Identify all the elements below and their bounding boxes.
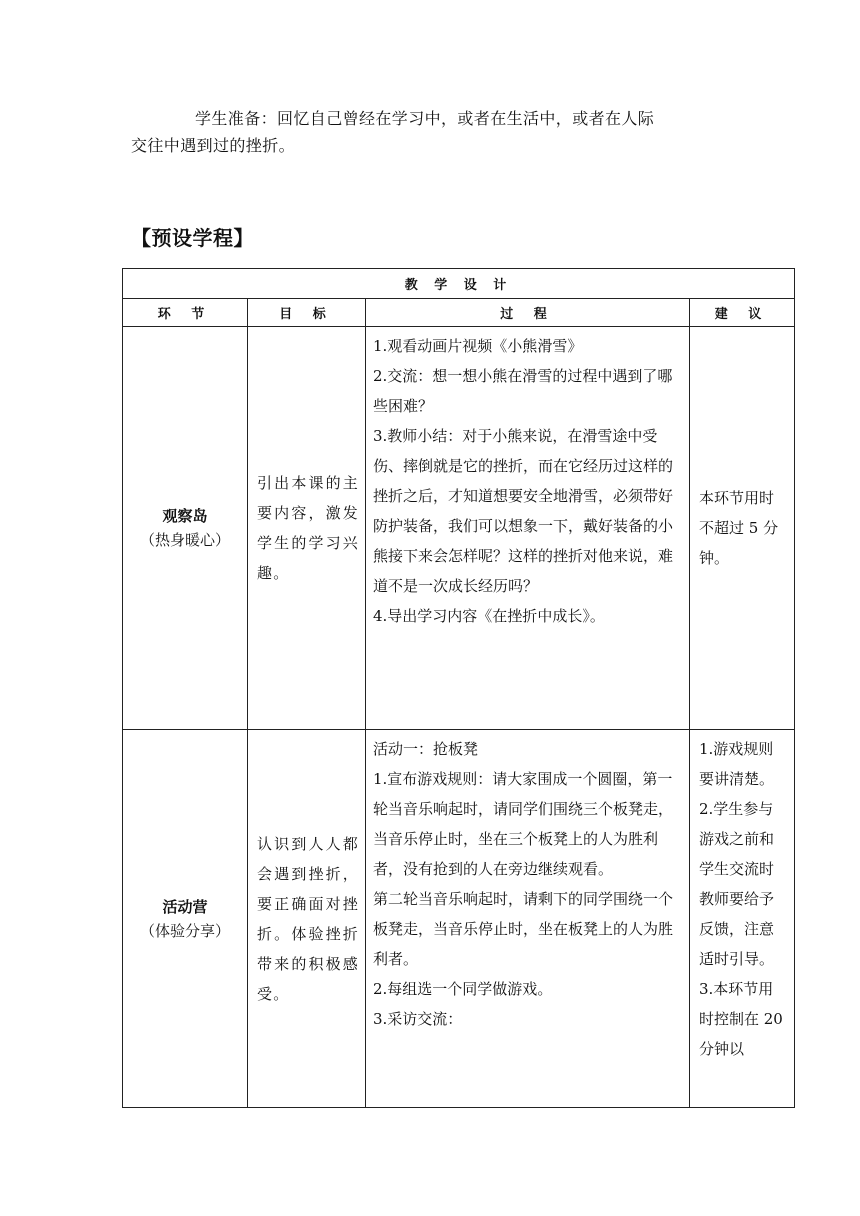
header-suggestion: 建 议 <box>690 299 795 327</box>
suggestion-cell <box>690 327 795 730</box>
table-row <box>123 327 795 730</box>
section-cell <box>123 730 248 1108</box>
process-cell <box>366 730 690 1108</box>
table-row <box>123 730 795 1108</box>
process-step: 3.教师小结：对于小熊来说，在滑雪途中受伤、摔倒就是它的挫折，而在它经历过这样的挫折之后，才知道想要安全地滑雪，必须带好防护装备，我们可以想象一下，戴好装备的小熊接下来会怎样呢？这样的挫折对他来说，难道不是一次成长经历吗？ <box>373 427 674 595</box>
header-section: 环 节 <box>123 299 248 327</box>
table-title: 教 学 设 计 <box>123 269 795 299</box>
section-heading: 【预设学程】 <box>131 226 254 250</box>
suggestion-item: 2.学生参与游戏之前和学生交流时教师要给予反馈，注意适时引导。 <box>699 800 775 968</box>
process-step: 第二轮当音乐响起时，请剩下的同学围绕一个板凳走，当音乐停止时，坐在板凳上的人为胜利者。 <box>373 890 674 968</box>
process-step: 2.交流：想一想小熊在滑雪的过程中遇到了哪些困难？ <box>373 367 673 415</box>
suggestion-item: 3.本环节用时控制在 20 分钟以 <box>699 980 783 1058</box>
header-goal: 目 标 <box>248 299 366 327</box>
student-preparation-paragraph <box>131 105 691 159</box>
intro-line-1: 学生准备：回忆自己曾经在学习中，或者在生活中，或者在人际 <box>195 109 655 128</box>
teaching-design-table <box>122 268 795 1108</box>
intro-line-2: 交往中遇到过的挫折。 <box>131 136 296 155</box>
goal-cell: 认识到人人都会遇到挫折，要正确面对挫折。体验挫折带来的积极感受。 <box>248 730 366 1108</box>
process-step: 活动一：抢板凳 <box>373 740 479 758</box>
table-header-row <box>123 299 795 327</box>
suggestion-item: 1.游戏规则要讲清楚。 <box>699 740 775 788</box>
section-name: 观察岛 <box>162 507 208 525</box>
section-name: 活动营 <box>162 897 208 916</box>
suggestion-cell <box>690 730 795 1108</box>
header-process: 过 程 <box>366 299 690 327</box>
process-cell <box>366 327 690 730</box>
section-subtitle: （热身暖心） <box>139 531 230 549</box>
table-title-row <box>123 269 795 299</box>
goal-cell: 引出本课的主要内容，激发学生的学习兴趣。 <box>248 327 366 730</box>
process-step: 1.观看动画片视频《小熊滑雪》 <box>373 337 583 355</box>
section-subtitle: （体验分享） <box>139 921 230 940</box>
process-step: 4.导出学习内容《在挫折中成长》。 <box>373 607 605 625</box>
process-step: 3.采访交流： <box>373 1010 463 1028</box>
process-step: 2.每组选一个同学做游戏。 <box>373 980 553 998</box>
suggestion-item: 本环节用时不超过 5 分钟。 <box>699 489 779 567</box>
section-cell <box>123 327 248 730</box>
process-step: 1.宣布游戏规则：请大家围成一个圆圈，第一轮当音乐响起时，请同学们围绕三个板凳走，当音乐停止时，坐在三个板凳上的人为胜利者，没有抢到的人在旁边继续观看。 <box>373 770 674 878</box>
